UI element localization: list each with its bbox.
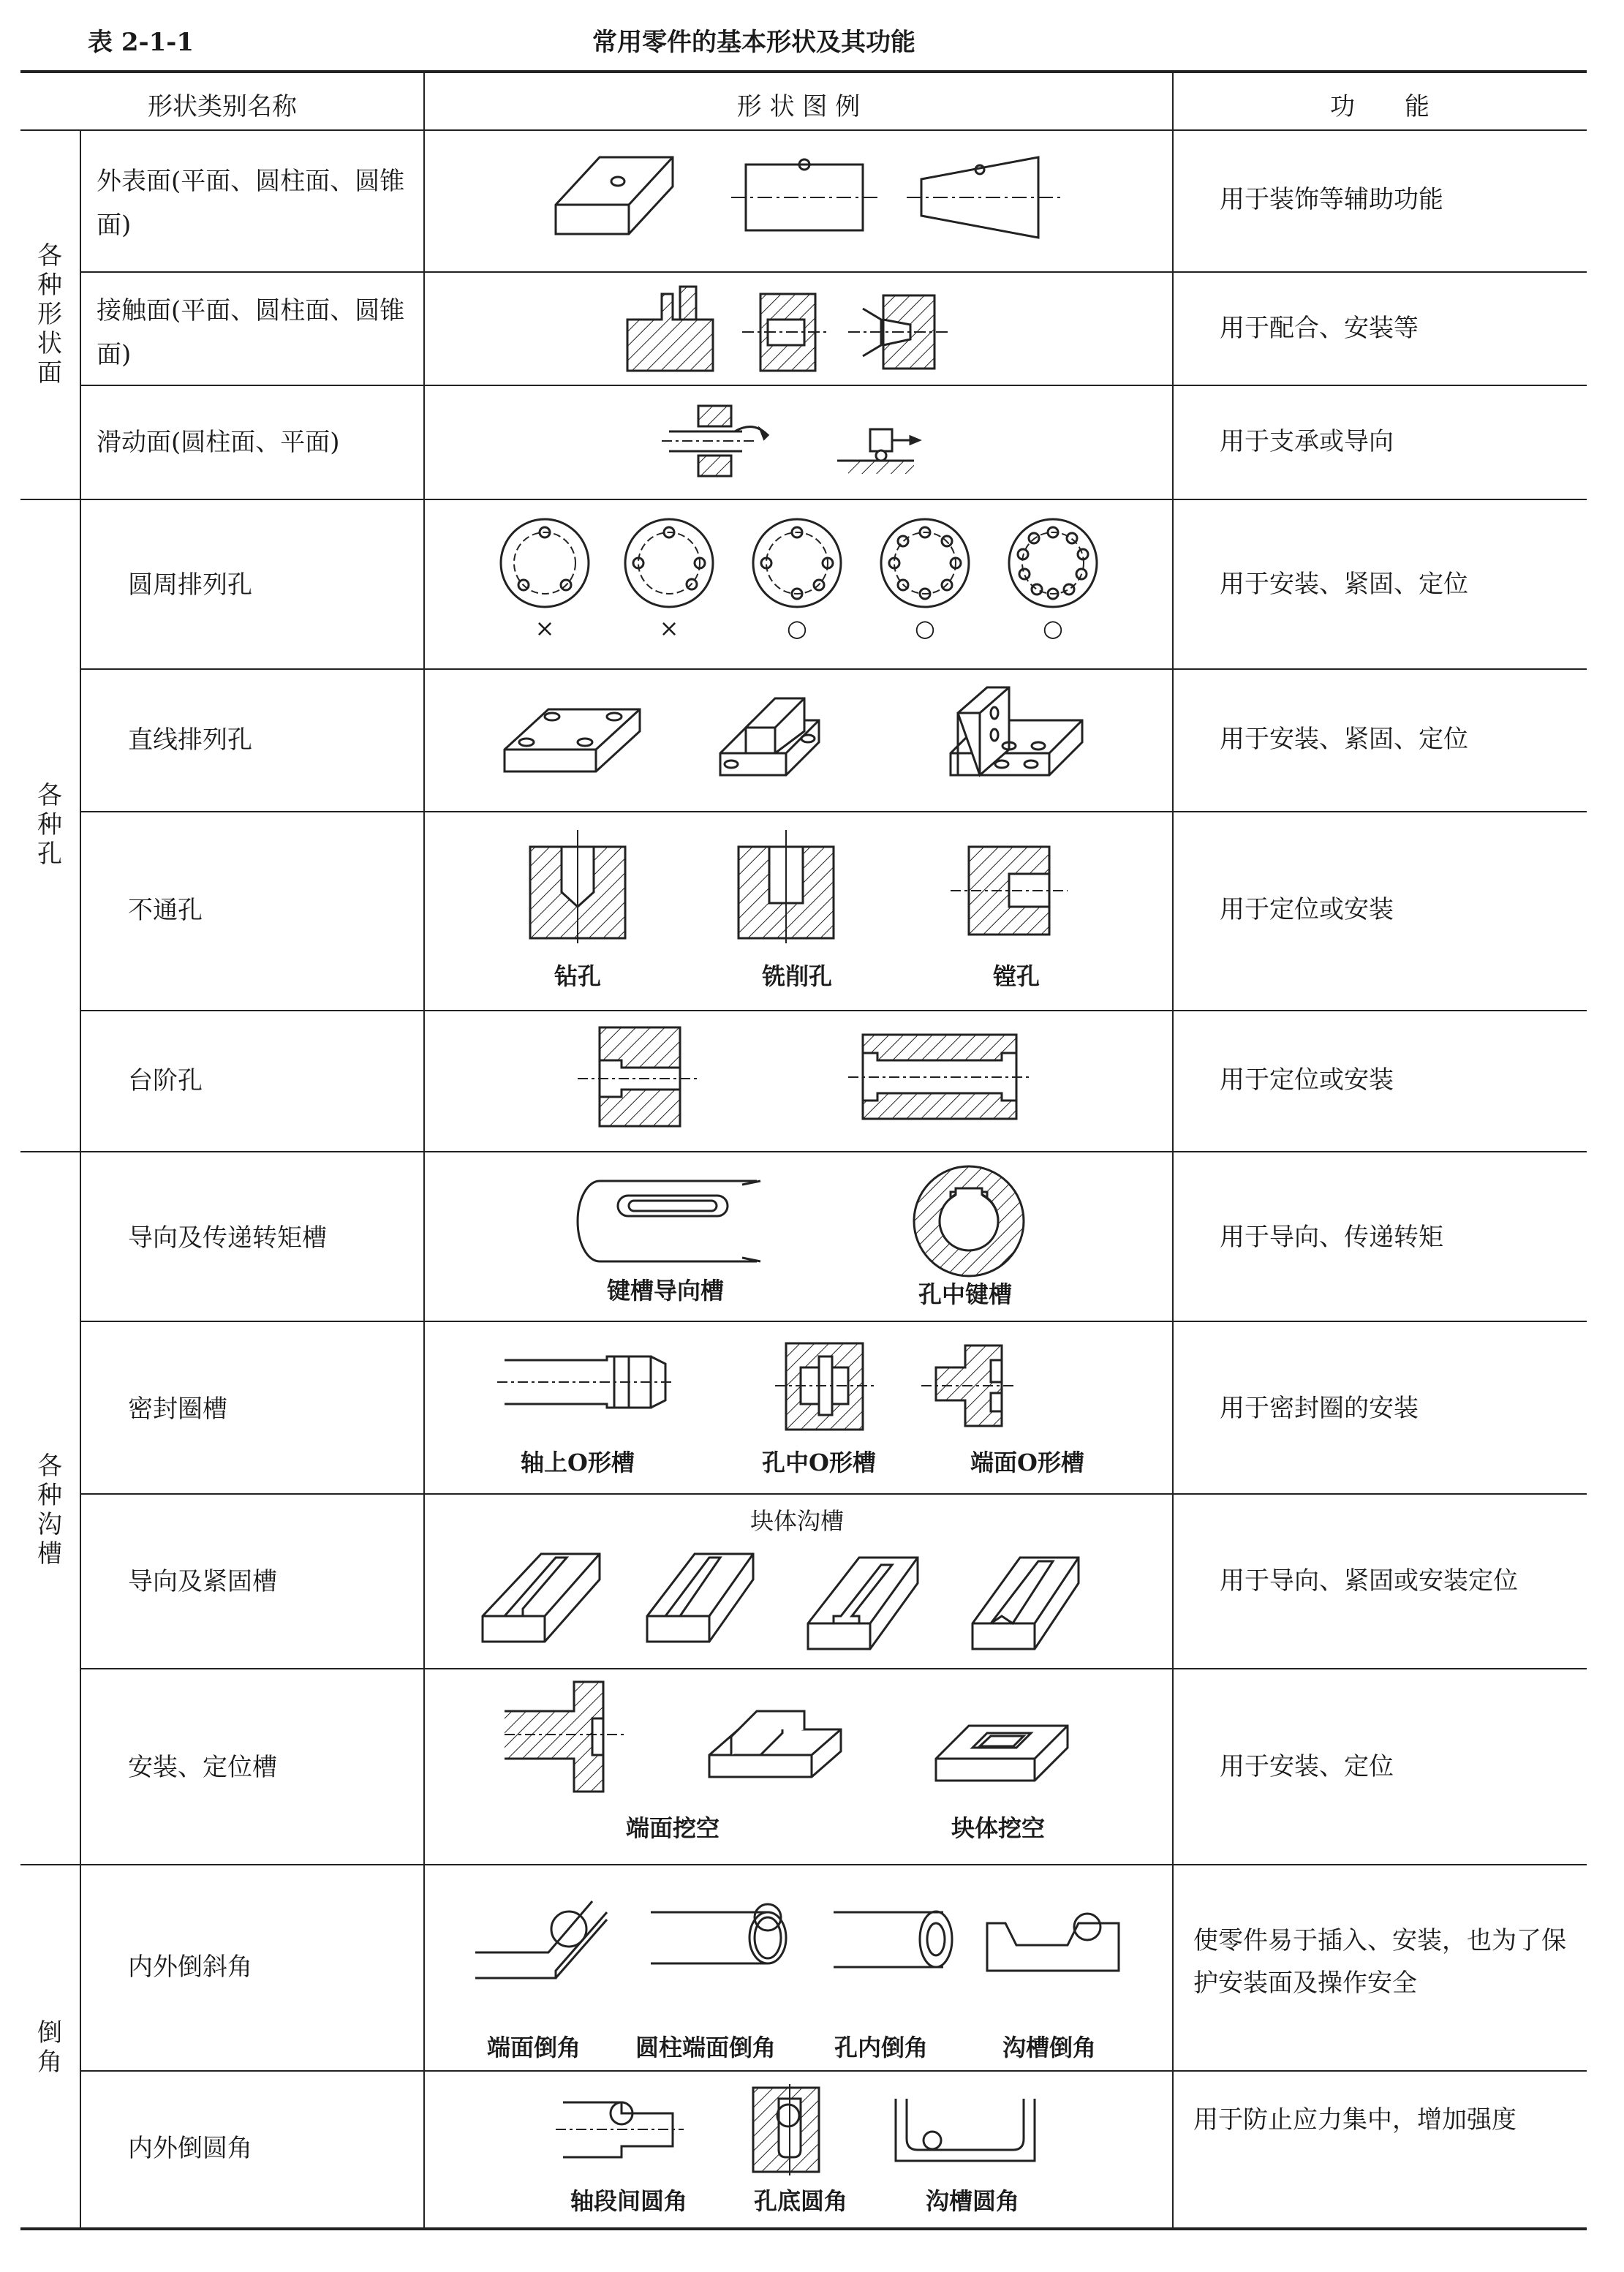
figure-outer-surfaces [548, 146, 1075, 256]
header-category: 形状类别名称 [148, 92, 297, 121]
row-name-blind-hole: 不通孔 [128, 896, 203, 925]
category-chamfer: 倒角 [37, 2018, 62, 2077]
row-name-guide-groove: 导向及紧固槽 [128, 1567, 277, 1596]
mark-circular-2: × [659, 614, 679, 642]
row-function-linear-holes: 用于安装、紧固、定位 [1220, 725, 1468, 754]
figure-guide-grooves [475, 1539, 1082, 1656]
category-grooves: 各种沟槽 [37, 1452, 62, 1569]
row-function-stepped-hole: 用于定位或安装 [1220, 1065, 1394, 1095]
category-holes: 各种孔 [37, 781, 62, 869]
figure-contact-surfaces [622, 279, 987, 382]
figure-sliding-surfaces [662, 399, 940, 486]
caption-hole-chamfer: 孔内倒角 [834, 2034, 928, 2061]
caption-face-chamfer: 端面倒角 [486, 2034, 581, 2061]
figure-linear-holes [497, 684, 1104, 801]
row-name-linear-holes: 直线排列孔 [128, 725, 252, 755]
caption-shaft-o-groove: 轴上O形槽 [521, 1449, 635, 1476]
header-function: 功 能 [1330, 92, 1430, 121]
mark-circular-1: × [535, 614, 555, 642]
row-function-fillet: 用于防止应力集中，增加强度 [1193, 2105, 1517, 2135]
caption-hole-keyway: 孔中键槽 [918, 1280, 1012, 1308]
caption-hole-bottom-fillet: 孔底圆角 [753, 2187, 847, 2215]
row-function-torque-groove: 用于导向、传递转矩 [1220, 1223, 1443, 1252]
category-shape-surfaces: 各种形状面 [37, 241, 62, 388]
mark-circular-4: ○ [915, 614, 935, 642]
caption-milled-hole: 铣削孔 [761, 962, 832, 990]
row-function-blind-hole: 用于定位或安装 [1220, 895, 1394, 924]
caption-groove-chamfer: 沟槽倒角 [1002, 2034, 1096, 2061]
row-name-mount-groove: 安装、定位槽 [128, 1753, 277, 1782]
table-label: 表 2-1-1 [88, 28, 194, 57]
row-name-contact-surface: 接触面(平面、圆柱面、圆锥面) [97, 296, 405, 369]
figure-stepped-holes [570, 1020, 1038, 1130]
row-function-outer-surface: 用于装饰等辅助功能 [1220, 185, 1443, 214]
row-function-guide-groove: 用于导向、紧固或安装定位 [1220, 1566, 1518, 1596]
caption-block-groove: 块体沟槽 [749, 1507, 844, 1535]
caption-bored-hole: 镗孔 [992, 962, 1040, 990]
row-function-seal-groove: 用于密封圈的安装 [1220, 1394, 1419, 1423]
caption-groove-fillet: 沟槽圆角 [925, 2187, 1019, 2215]
row-function-sliding-surface: 用于支承或导向 [1220, 427, 1394, 456]
figure-seal-grooves [497, 1327, 1082, 1437]
caption-cylinder-end-chamfer: 圆柱端面倒角 [635, 2034, 776, 2061]
header-illustration: 形 状 图 例 [736, 92, 861, 121]
row-name-torque-groove: 导向及传递转矩槽 [128, 1223, 327, 1253]
figure-circular-holes [490, 516, 1133, 614]
row-name-stepped-hole: 台阶孔 [128, 1066, 203, 1095]
mark-circular-5: ○ [1043, 614, 1063, 642]
caption-hole-o-groove: 孔中O形槽 [762, 1449, 876, 1476]
figure-bevel-chamfers [475, 1879, 1133, 2018]
row-name-circular-holes: 圆周排列孔 [128, 570, 252, 600]
mark-circular-3: ○ [787, 614, 807, 642]
caption-drill-hole: 钻孔 [554, 962, 601, 990]
caption-shaft-fillet: 轴段间圆角 [570, 2187, 687, 2215]
figure-fillets [548, 2080, 1060, 2175]
row-name-seal-groove: 密封圈槽 [128, 1394, 227, 1424]
row-name-bevel-chamfer: 内外倒斜角 [128, 1952, 252, 1982]
figure-mount-grooves [505, 1675, 1089, 1799]
row-function-bevel-chamfer: 使零件易于插入、安装，也为了保护安装面及操作安全 [1193, 1926, 1566, 1998]
table-title: 常用零件的基本形状及其功能 [592, 28, 915, 57]
caption-keyway-guide: 键槽导向槽 [606, 1277, 724, 1305]
caption-face-o-groove: 端面O形槽 [970, 1449, 1084, 1476]
row-function-circular-holes: 用于安装、紧固、定位 [1220, 570, 1468, 599]
row-name-fillet: 内外倒圆角 [128, 2134, 252, 2163]
row-name-sliding-surface: 滑动面(圆柱面、平面) [97, 428, 340, 457]
figure-blind-holes [512, 826, 1082, 951]
row-name-outer-surface: 外表面(平面、圆柱面、圆锥面) [97, 167, 405, 240]
caption-face-pocket: 端面挖空 [625, 1814, 720, 1842]
figure-keyway-grooves [567, 1163, 1049, 1280]
caption-block-pocket: 块体挖空 [951, 1814, 1045, 1842]
row-function-mount-groove: 用于安装、定位 [1220, 1752, 1394, 1781]
row-function-contact-surface: 用于配合、安装等 [1220, 314, 1419, 343]
